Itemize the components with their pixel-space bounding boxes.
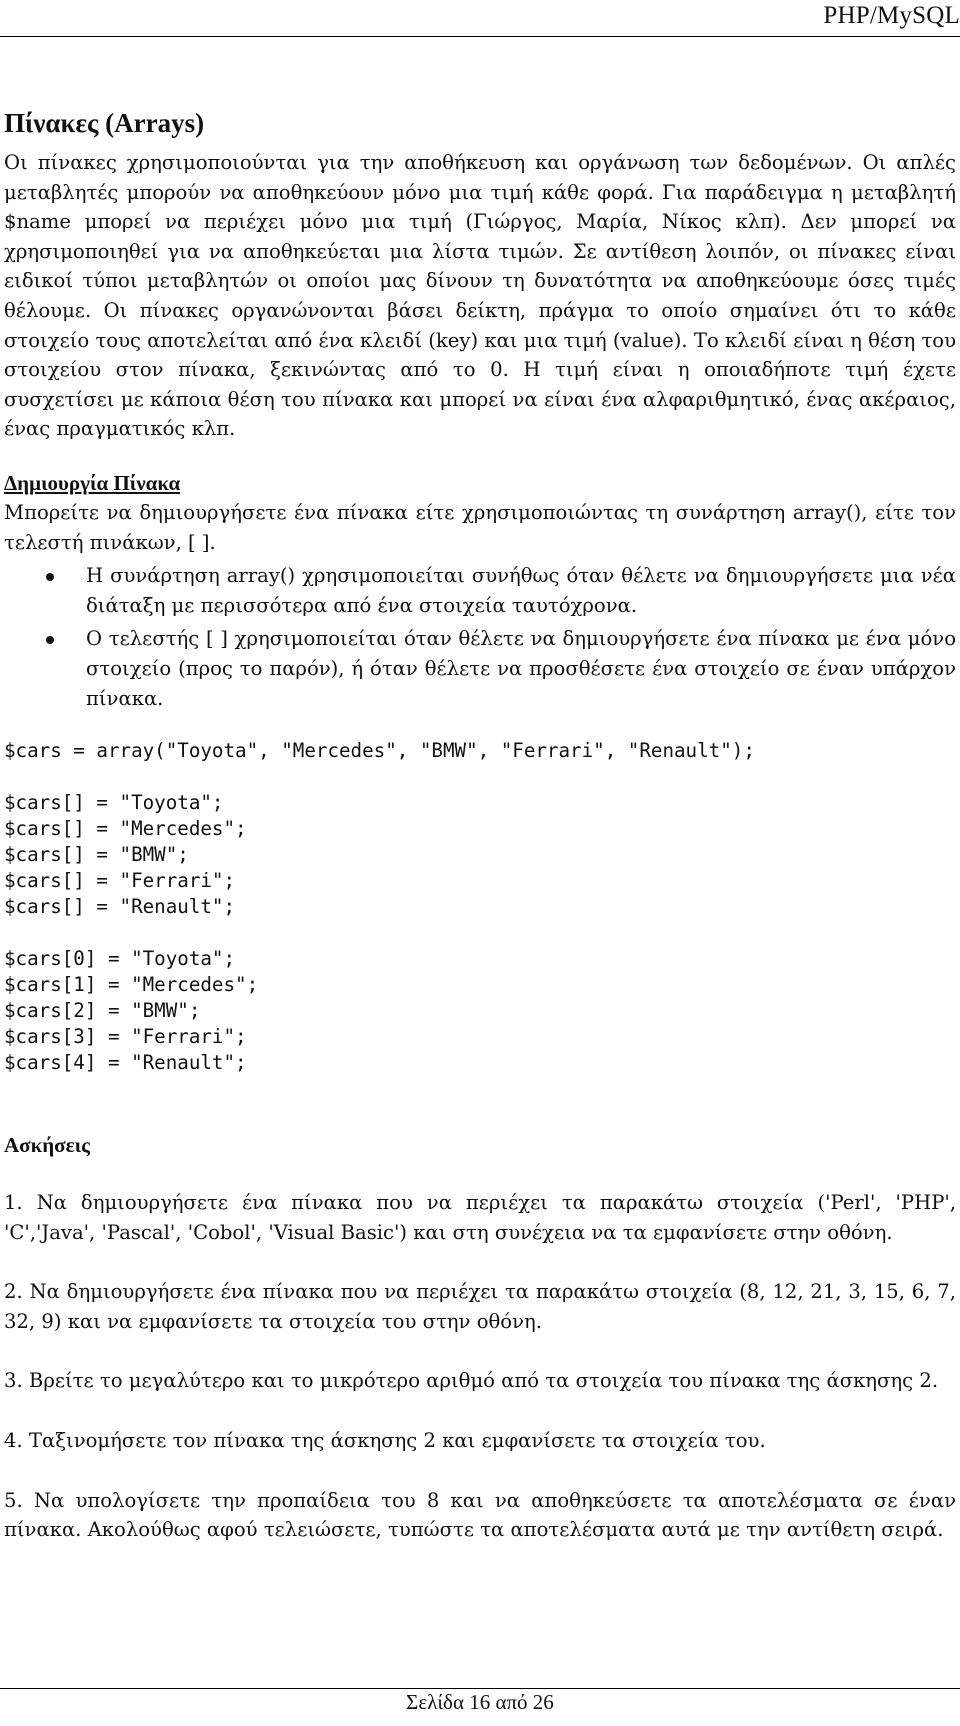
code-append-operator: $cars[] = "Toyota"; $cars[] = "Mercedes"; $cars[] = "BMW"; $cars[] = "Ferrari"; $cars[] = "Renault"; <box>4 791 247 919</box>
create-array-intro: Μπορείτε να δημιουργήσετε ένα πίνακα είτε χρησιμοποιώντας τη συνάρτηση array(), είτε τον τελεστή πινάκων, [ ]. <box>4 500 956 554</box>
code-array-function: $cars = array("Toyota", "Mercedes", "BMW", "Ferrari", "Renault"); <box>4 739 755 763</box>
code-indexed-assignment: $cars[0] = "Toyota"; $cars[1] = "Mercedes"; $cars[2] = "BMW"; $cars[3] = "Ferrari"; $cars[4] = "Renault"; <box>4 947 259 1075</box>
page-number: Σελίδα 16 από 26 <box>406 1690 554 1714</box>
list-item <box>4 561 956 620</box>
create-array-bullets <box>4 561 956 713</box>
section-title-arrays: Πίνακες (Arrays) <box>4 108 205 138</box>
exercise-item: 4. Ταξινομήσετε τον πίνακα της άσκησης 2 και εμφανίσετε τα στοιχεία του. <box>4 1429 766 1453</box>
list-item <box>4 624 956 713</box>
bullet-icon <box>46 636 54 644</box>
header-rule <box>0 36 960 37</box>
bullet-text: Η συνάρτηση array() χρησιμοποιείται συνήθως όταν θέλετε να δημιουργήσετε μια νέα διάταξη με περισσότερα από ένα στοιχεία ταυτόχρονα. <box>86 564 956 617</box>
running-header: PHP/MySQL <box>823 2 960 29</box>
arrays-intro-paragraph: Οι πίνακες χρησιμοποιούνται για την αποθήκευση και οργάνωση των δεδομένων. Οι απλές μεταβλητές μπορούν να αποθηκεύουν μόνο μια τιμή κάθε φορά. Για παράδειγμα η μεταβλητή $name μπορεί να περιέχει μόνο μια τιμή (Γιώργος, Μαρία, Νίκος κλπ). Δεν μπορεί να χρησιμοποιηθεί για να αποθηκεύεται μια λίστα τιμών. Σε αντίθεση λοιπόν, οι πίνακες είναι ειδικοί τύποι μεταβλητών οι οποίοι μας δίνουν τη δυνατότητα να αποθηκεύουμε όσες τιμές θέλουμε. Οι πίνακες οργανώνονται βάσει δείκτη, πράγμα το οποίο σημαίνει ότι το κάθε στοιχείο τους αποτελείται από ένα κλειδί (key) και μια τιμή (value). Το κλειδί είναι η θέση του στοιχείου στον πίνακα, ξεκινώντας από το 0. Η τιμή είναι η οποιαδήποτε τιμή έχετε συσχετίσει με κάποια θέση του πίνακα και μπορεί να είναι ένα αλφαριθμητικό, ένας ακέραιος, ένας πραγματικός κλπ. <box>4 151 956 441</box>
exercise-item: 2. Να δημιουργήσετε ένα πίνακα που να περιέχει τα παρακάτω στοιχεία (8, 12, 21, 3, 15, 6, 7, 32, 9) και να εμφανίσετε τα στοιχεία του στην οθόνη. <box>4 1280 956 1333</box>
section-title-exercises: Ασκήσεις <box>4 1133 90 1158</box>
footer-rule <box>0 1688 960 1689</box>
page-content <box>4 106 956 1545</box>
section-title-create-array: Δημιουργία Πίνακα <box>4 470 181 495</box>
bullet-text: Ο τελεστής [ ] χρησιμοποιείται όταν θέλετε να δημιουργήσετε ένα πίνακα με ένα μόνο στοιχείο (προς το παρόν), ή όταν θέλετε να προσθέσετε ένα στοιχείο σε έναν υπάρχον πίνακα. <box>86 627 956 710</box>
exercise-item: 5. Να υπολογίσετε την προπαίδεια του 8 και να αποθηκεύσετε τα αποτελέσματα σε έναν πίνακα. Ακολούθως αφού τελειώσετε, τυπώστε τα αποτελέσματα αυτά με την αντίθετη σειρά. <box>4 1488 956 1542</box>
bullet-icon <box>46 573 54 581</box>
exercise-item: 1. Να δημιουργήσετε ένα πίνακα που να περιέχει τα παρακάτω στοιχεία ('Perl', 'PHP', 'C','Java', 'Pascal', 'Cobol', 'Visual Basic') και στη συνέχεια να τα εμφανίσετε στην οθόνη. <box>4 1191 956 1244</box>
exercise-item: 3. Βρείτε το μεγαλύτερο και το μικρότερο αριθμό από τα στοιχεία του πίνακα της άσκησης 2. <box>4 1369 939 1393</box>
exercise-list <box>4 1160 956 1545</box>
